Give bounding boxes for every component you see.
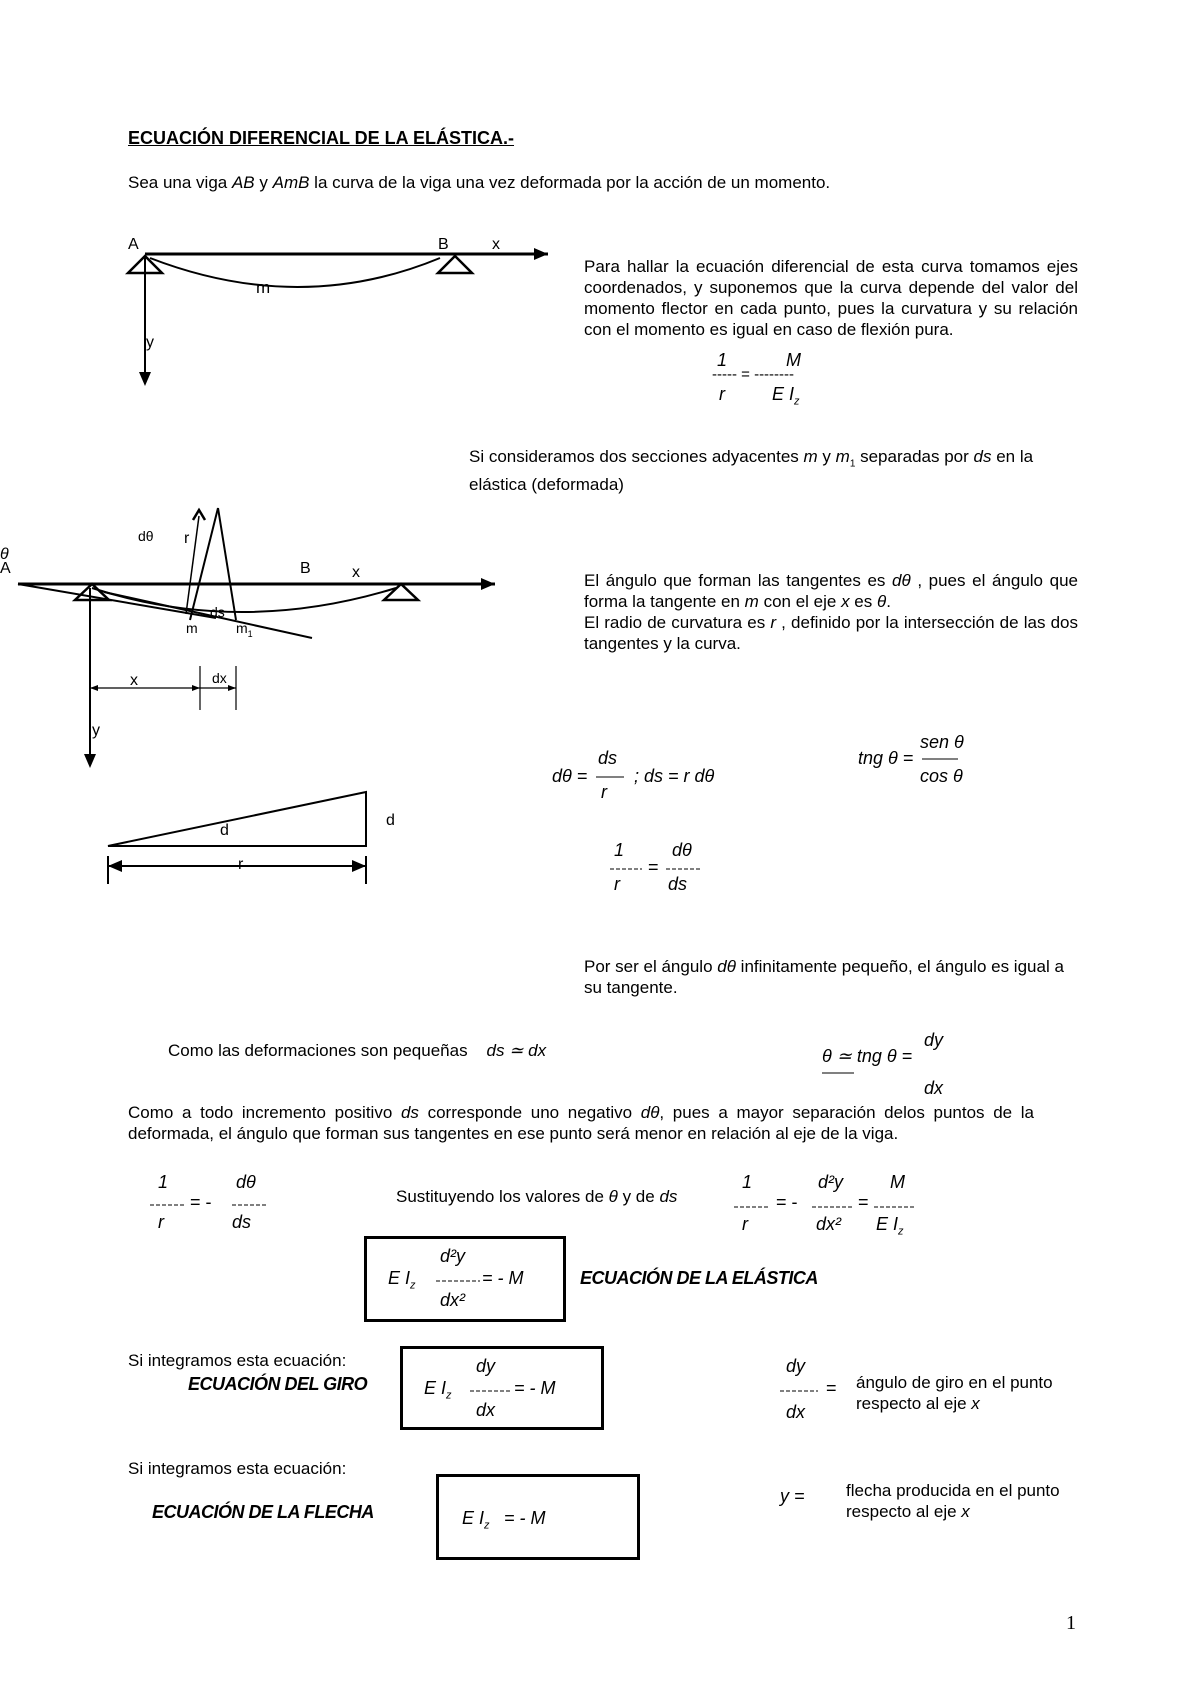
- eq7-eq: =: [858, 1192, 869, 1212]
- eq5-lhs: θ ≃ tng θ =: [822, 1046, 913, 1066]
- paragraph-negative-increment: Como a todo incremento positivo ds corresponde uno negativo dθ, pues a mayor separación delos puntos de la deformada, el ángulo que forman sus tangentes en ese punto será menor en relación al eje de la viga.: [128, 1103, 1034, 1143]
- triangle-label-d-inner: d: [220, 822, 229, 839]
- eq6-d2: ds: [232, 1212, 252, 1232]
- triangle-label-d-side: d: [386, 812, 395, 829]
- fig2-label-r: r: [184, 530, 190, 547]
- eq4-d2: ds: [668, 874, 688, 894]
- fig2-label-m1: $m_1$: [236, 620, 253, 639]
- eq1-numerator-M: M: [786, 350, 801, 370]
- eq7-d3: E $I_z$: [876, 1214, 904, 1238]
- fig2-label-x: x: [352, 564, 360, 581]
- eq1-denominator-EI: E $I_z$: [772, 384, 800, 408]
- box2-numerator: dy: [476, 1356, 496, 1376]
- eq6-d1: r: [158, 1212, 164, 1232]
- paragraph-tangent-angle: El ángulo que forman las tangentes es dθ , pues el ángulo que forma la tangente en m con el eje x es θ. El radio de curvatura es r , definido por la intersección de las dos tangentes y la curva.: [584, 571, 1078, 653]
- page-title: ECUACIÓN DIFERENCIAL DE LA ELÁSTICA.-: [128, 128, 515, 148]
- eq2-rest: ; ds = r dθ: [634, 766, 715, 786]
- box1-denominator: dx²: [440, 1290, 466, 1310]
- eq4-fraction-bars: [610, 868, 710, 870]
- eq6-n1: 1: [158, 1172, 169, 1192]
- fig2-label-ds: ds: [210, 604, 225, 620]
- eq4-equals: =: [648, 857, 659, 877]
- eq4-n2: dθ: [672, 840, 692, 860]
- fig2-label-A: A: [0, 560, 11, 577]
- deflection-equation-label: ECUACIÓN DE LA FLECHA: [152, 1502, 374, 1522]
- giro-fraction-bar: [780, 1390, 824, 1392]
- paragraph-small-deformations: Como las deformaciones son pequeñas ds ≃ dx: [168, 1041, 547, 1060]
- paragraph-curve-equation: Para hallar la ecuación diferencial de esta curva tomamos ejes coordenados, y suponemos que la curva depende del valor del momento flector en cada punto, pues la curvatura y su relación con el momento es igual en caso de flexión pura.: [584, 257, 1078, 339]
- eq1-fraction-line: ----- = --------: [712, 366, 795, 383]
- giro-description: ángulo de giro en el punto respecto al eje x: [856, 1373, 1053, 1413]
- eq7-d1: r: [742, 1214, 748, 1234]
- eq3-denominator: cos θ: [920, 766, 963, 786]
- elastic-equation-label: ECUACIÓN DE LA ELÁSTICA: [580, 1268, 818, 1288]
- eq7-d2: dx²: [816, 1214, 842, 1234]
- eq5-numerator: dy: [924, 1030, 944, 1050]
- fig2-label-B: B: [300, 560, 311, 577]
- integrate-statement-1: Si integramos esta ecuación:: [128, 1351, 347, 1370]
- box2-lhs: E $I_z$: [424, 1378, 452, 1402]
- triangle-label-r: r: [238, 856, 244, 873]
- box1-lhs: E $I_z$: [388, 1268, 416, 1292]
- label-x-axis: x: [492, 236, 500, 253]
- fig2-label-dtheta: dθ: [138, 528, 154, 544]
- eq6-mid: = -: [190, 1192, 212, 1212]
- box3-lhs: E $I_z$: [462, 1508, 490, 1532]
- page-number: 1: [1066, 1612, 1076, 1634]
- label-B: B: [438, 236, 449, 253]
- integrate-statement-2: Si integramos esta ecuación:: [128, 1459, 347, 1478]
- box3-rhs: = - M: [504, 1508, 546, 1528]
- paragraph-small-angle: Por ser el ángulo dθ infinitamente pequeño, el ángulo es igual a su tangente.: [584, 957, 1064, 997]
- label-m: m: [256, 278, 271, 297]
- rotation-equation-label: ECUACIÓN DEL GIRO: [188, 1374, 368, 1394]
- box2-rhs: = - M: [514, 1378, 556, 1398]
- fig2-label-m: m: [186, 620, 198, 636]
- eq7-n3: M: [890, 1172, 905, 1192]
- eq4-d1: r: [614, 874, 620, 894]
- box1-rhs: = - M: [482, 1268, 524, 1288]
- giro-numerator: dy: [786, 1356, 806, 1376]
- box2-denominator: dx: [476, 1400, 496, 1420]
- fig2-label-xdim: x: [130, 672, 138, 689]
- eq3-lhs: tng θ =: [858, 748, 914, 768]
- fig2-label-dx: dx: [212, 670, 227, 686]
- box1-numerator: d²y: [440, 1246, 466, 1266]
- flecha-y: y =: [780, 1486, 805, 1506]
- eq7-fraction-bars: [734, 1206, 924, 1208]
- fig2-label-theta: θ: [0, 546, 9, 563]
- eq2-denominator: r: [601, 782, 607, 802]
- paragraph-adjacent-sections: Si consideramos dos secciones adyacentes m y $m_1$ separadas por ds en la elástica (deformada): [469, 447, 1034, 495]
- eq5-underline: [822, 1072, 856, 1074]
- box1-fraction-bar: [436, 1280, 486, 1282]
- eq3-numerator: sen θ: [920, 732, 964, 752]
- eq2-lhs: dθ =: [552, 766, 588, 786]
- intro-text: Sea una viga AB y AmB la curva de la viga una vez deformada por la acción de un momento.: [128, 173, 831, 192]
- fig2-label-y: y: [92, 722, 100, 739]
- eq6-n2: dθ: [236, 1172, 256, 1192]
- flecha-description: flecha producida en el punto respecto al eje x: [846, 1481, 1060, 1521]
- eq7-mid: = -: [776, 1192, 798, 1212]
- eq1-numerator-1: 1: [717, 350, 728, 370]
- eq2-numerator: ds: [598, 748, 618, 768]
- eq4-n1: 1: [614, 840, 625, 860]
- giro-denominator: dx: [786, 1402, 806, 1422]
- eq7-n1: 1: [742, 1172, 753, 1192]
- eq1-denominator-r: r: [719, 384, 725, 404]
- box2-fraction-bar: [470, 1390, 520, 1392]
- eq7-n2: d²y: [818, 1172, 844, 1192]
- label-y-axis: y: [146, 334, 154, 351]
- eq5-denominator: dx: [924, 1078, 944, 1098]
- eq6-fraction-bars: [150, 1204, 280, 1206]
- paragraph-substituting: Sustituyendo los valores de θ y de ds: [396, 1187, 678, 1206]
- label-A: A: [128, 236, 139, 253]
- giro-equals: =: [826, 1378, 837, 1398]
